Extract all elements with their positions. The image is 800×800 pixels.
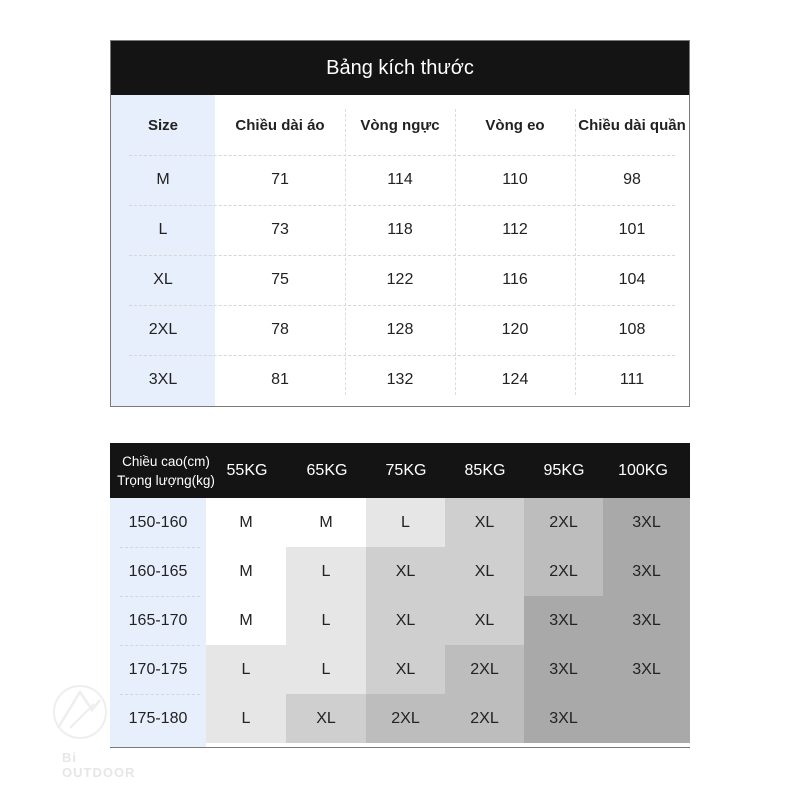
size-table-header-cell: Chiều dài quần: [578, 116, 686, 134]
recommended-size-cell: 3XL: [603, 596, 690, 645]
size-table-row: [111, 355, 689, 405]
size-table-header-cell: Size: [147, 116, 178, 134]
recommended-size-cell: 2XL: [524, 547, 603, 596]
measurement-cell: 71: [271, 171, 289, 188]
mountain-logo-icon: [40, 670, 120, 750]
recommended-size-cell: XL: [445, 547, 524, 596]
measurement-cell: 122: [386, 271, 414, 288]
recommended-size-cell: 2XL: [445, 645, 524, 694]
row-divider: [129, 205, 675, 206]
row-divider: [129, 355, 675, 356]
measurement-cell: 112: [502, 221, 528, 238]
size-label-cell: 2XL: [148, 321, 178, 338]
weight-label: Trọng lượng(kg): [117, 472, 215, 488]
measurement-cell: 116: [502, 271, 528, 288]
recommended-size-cell: XL: [366, 645, 445, 694]
weight-column-header: 95KG: [543, 461, 585, 479]
recommended-size-cell: 3XL: [524, 596, 603, 645]
measurement-cell: 101: [618, 221, 646, 238]
measurement-cell: 110: [502, 171, 528, 188]
recommended-size-cell: XL: [366, 596, 445, 645]
row-divider: [120, 596, 200, 597]
recommended-size-cell: M: [286, 498, 366, 547]
height-row-label: 170-175: [128, 660, 188, 678]
size-table-header-row: [111, 95, 689, 155]
recommended-size-cell: 2XL: [445, 694, 524, 743]
recommended-size-cell: L: [286, 547, 366, 596]
size-table-row: [111, 255, 689, 305]
recommended-size-cell: 2XL: [366, 694, 445, 743]
recommended-size-cell: XL: [445, 498, 524, 547]
weight-column-header: 100KG: [618, 461, 668, 479]
size-table-header-cell: Vòng eo: [485, 116, 545, 134]
size-table-row: [111, 305, 689, 355]
recommended-size-cell: L: [286, 596, 366, 645]
recommended-size-cell: 3XL: [603, 547, 690, 596]
fit-table-header: [110, 443, 690, 498]
recommended-size-cell: L: [366, 498, 445, 547]
weight-column-header: 65KG: [306, 461, 348, 479]
weight-column-header: 75KG: [385, 461, 427, 479]
measurement-cell: 108: [618, 321, 646, 338]
size-table-row: [111, 155, 689, 205]
row-divider: [129, 255, 675, 256]
size-label-cell: M: [156, 171, 170, 188]
size-table-header-cell: Vòng ngực: [360, 116, 440, 134]
measurement-cell: 128: [386, 321, 414, 338]
measurement-cell: 98: [623, 171, 641, 188]
measurement-cell: 73: [271, 221, 289, 238]
height-weight-corner-label: [110, 443, 222, 498]
size-fit-table: [110, 443, 690, 748]
measurement-cell: 132: [386, 371, 414, 388]
row-divider: [129, 305, 675, 306]
recommended-size-cell: 3XL: [603, 645, 690, 694]
size-table-header-cell: Chiều dài áo: [235, 116, 325, 134]
measurement-cell: 81: [271, 371, 289, 388]
measurement-cell: 124: [501, 371, 529, 388]
row-divider: [129, 155, 675, 156]
row-divider: [120, 547, 200, 548]
recommended-size-cell: L: [206, 645, 286, 694]
height-row-label: 175-180: [128, 709, 188, 727]
weight-column-header: 85KG: [464, 461, 506, 479]
size-chart-title: Bảng kích thước: [111, 41, 689, 95]
size-label-cell: 3XL: [148, 371, 178, 388]
recommended-size-cell: 3XL: [603, 498, 690, 547]
recommended-size-cell: XL: [445, 596, 524, 645]
recommended-size-cell: M: [206, 596, 286, 645]
measurement-cell: 111: [619, 371, 645, 388]
height-row-label: 160-165: [128, 562, 188, 580]
recommended-size-cell: L: [206, 694, 286, 743]
measurement-cell: 114: [387, 171, 413, 188]
column-divider: [345, 109, 346, 395]
measurement-cell: 120: [501, 321, 529, 338]
height-row-label: 165-170: [128, 611, 188, 629]
recommended-size-cell: M: [206, 547, 286, 596]
measurement-cell: 104: [618, 271, 646, 288]
height-label: Chiều cao(cm): [122, 453, 210, 469]
size-table-row: [111, 205, 689, 255]
measurement-cell: 75: [271, 271, 289, 288]
column-divider: [575, 109, 576, 395]
column-divider: [455, 109, 456, 395]
recommended-size-cell: M: [206, 498, 286, 547]
recommended-size-cell: XL: [366, 547, 445, 596]
weight-column-header: 55KG: [226, 461, 268, 479]
size-label-cell: L: [158, 221, 168, 238]
recommended-size-cell: 3XL: [524, 645, 603, 694]
height-row-label: 150-160: [128, 513, 188, 531]
size-label-cell: XL: [153, 271, 173, 288]
size-chart-table: [110, 40, 690, 407]
recommended-size-cell: XL: [286, 694, 366, 743]
recommended-size-cell: L: [286, 645, 366, 694]
brand-watermark: [40, 670, 140, 780]
recommended-size-cell: 3XL: [524, 694, 603, 743]
row-divider: [120, 645, 200, 646]
recommended-size-cell: [603, 694, 690, 743]
measurement-cell: 118: [387, 221, 413, 238]
recommended-size-cell: 2XL: [524, 498, 603, 547]
measurement-cell: 78: [271, 321, 289, 338]
watermark-text: Bi OUTDOOR: [62, 750, 136, 780]
